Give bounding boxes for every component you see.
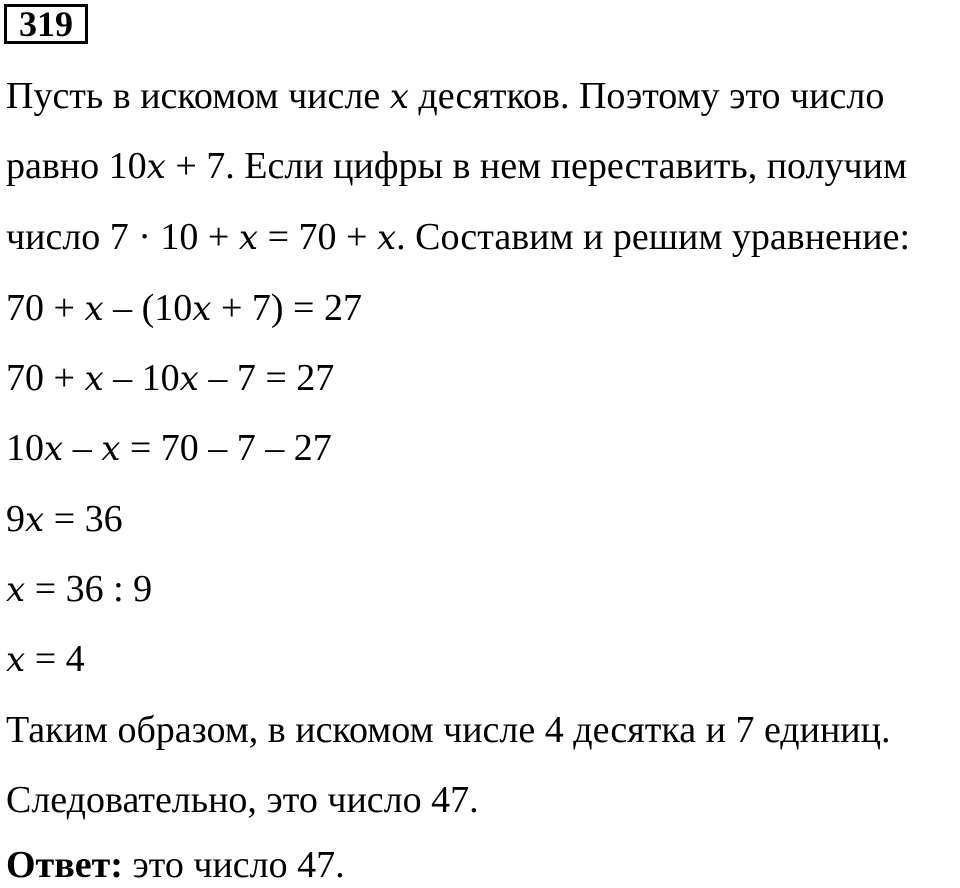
text-line-3 xyxy=(6,214,910,261)
variable-x: x xyxy=(84,289,104,329)
text-fragment: = 70 + xyxy=(258,216,377,258)
conclusion-line-1: Таким образом, в искомом числе 4 десятка и 7 единиц. xyxy=(6,709,891,751)
equation-4 xyxy=(6,496,123,543)
variable-x: x xyxy=(376,218,397,258)
text-fragment: десятков. Поэтому это число xyxy=(408,75,885,117)
variable-x: x xyxy=(389,77,409,117)
text-fragment: = 70 – 7 – 27 xyxy=(120,427,332,469)
text-fragment: число 7 · 10 + xyxy=(6,216,239,258)
text-fragment: = 36 xyxy=(44,498,123,540)
variable-x: x xyxy=(6,570,26,610)
text-fragment: 10 xyxy=(6,427,44,469)
conclusion-line-2: Следовательно, это число 47. xyxy=(6,779,479,821)
text-fragment: 70 + xyxy=(6,287,85,329)
text-fragment: Пусть в искомом числе xyxy=(6,75,390,117)
equation-5 xyxy=(6,566,152,613)
answer-line xyxy=(6,842,345,888)
text-fragment: – xyxy=(63,427,102,469)
answer-text: это число 47. xyxy=(122,844,345,886)
text-line-2 xyxy=(6,143,907,190)
text-fragment: – (10 xyxy=(103,287,193,329)
problem-number: 319 xyxy=(4,4,88,44)
variable-x: x xyxy=(101,429,121,469)
text-line-1 xyxy=(6,73,884,120)
variable-x: x xyxy=(6,640,26,680)
variable-x: x xyxy=(146,147,166,187)
text-fragment: – 10 xyxy=(103,357,180,399)
answer-label: Ответ: xyxy=(6,844,123,886)
text-fragment: . Составим и решим уравнение: xyxy=(396,216,910,258)
equation-3 xyxy=(6,425,332,472)
equation-6 xyxy=(6,636,85,683)
variable-x: x xyxy=(25,500,45,540)
text-fragment: 9 xyxy=(6,498,25,540)
text-fragment: = 4 xyxy=(25,638,85,680)
text-fragment: = 36 : 9 xyxy=(25,568,153,610)
text-fragment: – 7 = 27 xyxy=(198,357,335,399)
variable-x: x xyxy=(179,359,199,399)
text-fragment: + 7) = 27 xyxy=(211,287,362,329)
equation-2 xyxy=(6,355,334,402)
variable-x: x xyxy=(44,429,64,469)
text-fragment: 70 + xyxy=(6,357,85,399)
equation-1 xyxy=(6,285,362,332)
text-fragment: равно 10 xyxy=(6,145,147,187)
variable-x: x xyxy=(238,218,259,258)
variable-x: x xyxy=(192,289,212,329)
variable-x: x xyxy=(84,359,104,399)
text-fragment: + 7. Если цифры в нем переставить, получим xyxy=(165,145,907,187)
